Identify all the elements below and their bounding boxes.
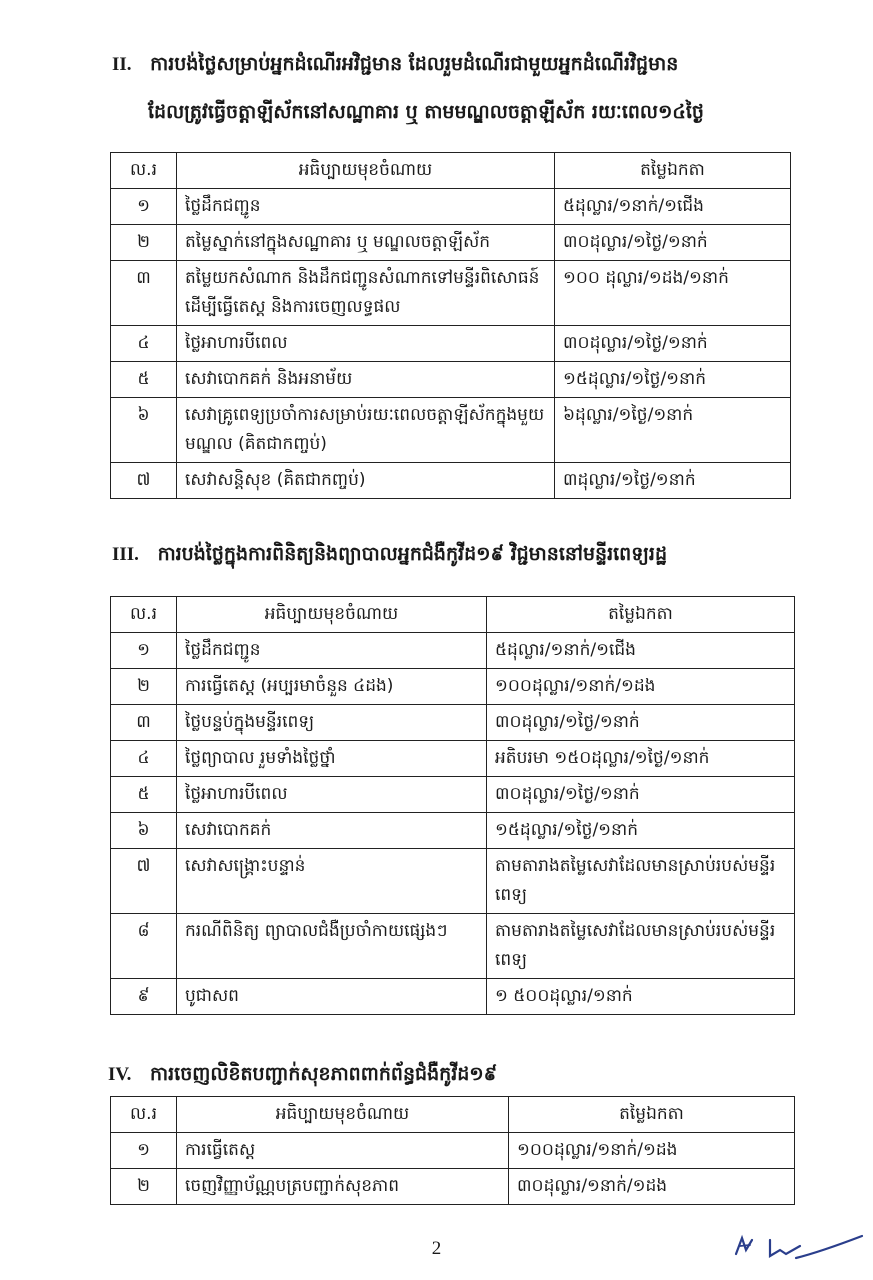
section-3-heading — [112, 542, 667, 570]
header-no: ល.រ — [111, 153, 177, 189]
row-description: តម្លៃយកសំណាក និងដឹកជញ្ជូនសំណាកទៅមន្ទីរពិសោធន៍ ដើម្បីធ្វើតេស្ត និងការចេញលទ្ធផល — [177, 261, 555, 326]
table-row — [111, 777, 795, 813]
section-2-heading-line2 — [148, 100, 704, 128]
row-number: ១ — [111, 189, 177, 225]
section-4-table — [110, 1096, 795, 1205]
row-unit-price: ១៥ដុល្លារ/១ថ្ងៃ/១នាក់ — [555, 362, 791, 398]
row-description: សេវាគ្រូពេទ្យប្រចាំការសម្រាប់រយៈពេលចត្តាឡីស័កក្នុងមួយមណ្ឌល (គិតជាកញ្ចប់) — [177, 398, 555, 463]
page-number: 2 — [431, 1238, 442, 1259]
section-3-title: ការបង់ថ្លៃក្នុងការពិនិត្យនិងព្យាបាលអ្នកជំងឺកូវីដ១៩ វិជ្ជមាននៅមន្ទីរពេទ្យរដ្ឋ — [157, 543, 668, 565]
row-number: ៣ — [111, 705, 177, 741]
row-unit-price: ៦ដុល្លារ/១ថ្ងៃ/១នាក់ — [555, 398, 791, 463]
table-row — [111, 362, 791, 398]
section-4-number: IV. — [108, 1064, 132, 1085]
row-unit-price: ១៥ដុល្លារ/១ថ្ងៃ/១នាក់ — [487, 813, 795, 849]
row-description: សេវាបោកគក់ និងអនាម័យ — [177, 362, 555, 398]
row-description: សេវាសង្គ្រោះបន្ទាន់ — [177, 849, 487, 914]
row-unit-price: ១០០ដុល្លារ/១នាក់/១ដង — [487, 669, 795, 705]
row-number: ១ — [111, 1133, 177, 1169]
header-description: អធិប្បាយមុខចំណាយ — [177, 153, 555, 189]
section-3-number: III. — [112, 544, 139, 565]
row-description: ថ្លៃអាហារបីពេល — [177, 777, 487, 813]
section-2-title-line1: ការបង់ថ្លៃសម្រាប់អ្នកដំណើរអវិជ្ជមាន ដែលរួមដំណើរជាមួយអ្នកដំណើរវិជ្ជមាន — [150, 53, 679, 75]
section-3-table — [110, 596, 795, 1015]
row-description: សេវាបោកគក់ — [177, 813, 487, 849]
table-row — [111, 463, 791, 499]
row-unit-price: ១០០ដុល្លារ/១នាក់/១ដង — [509, 1133, 795, 1169]
row-number: ៤ — [111, 741, 177, 777]
table-row — [111, 261, 791, 326]
table-row — [111, 633, 795, 669]
row-description: ការធ្វើតេស្ត — [177, 1133, 509, 1169]
section-2-table — [110, 152, 791, 499]
table-row — [111, 669, 795, 705]
row-unit-price: ៣ដុល្លារ/១ថ្ងៃ/១នាក់ — [555, 463, 791, 499]
table-row — [111, 741, 795, 777]
section-2-number: II. — [112, 54, 132, 75]
row-number: ៥ — [111, 777, 177, 813]
row-number: ៧ — [111, 463, 177, 499]
row-number: ១ — [111, 633, 177, 669]
table-row — [111, 398, 791, 463]
row-number: ៣ — [111, 261, 177, 326]
row-number: ៥ — [111, 362, 177, 398]
row-unit-price: ៥ដុល្លារ/១នាក់/១ជើង — [487, 633, 795, 669]
row-description: ថ្លៃដឹកជញ្ជូន — [177, 189, 555, 225]
row-number: ២ — [111, 1169, 177, 1205]
header-no: ល.រ — [111, 1097, 177, 1133]
row-unit-price: អតិបរមា ១៥០ដុល្លារ/១ថ្ងៃ/១នាក់ — [487, 741, 795, 777]
section-2-title-line2: ដែលត្រូវធ្វើចត្តាឡីស័កនៅសណ្ឋាគារ ឬ តាមមណ្ឌលចត្តាឡីស័ក រយៈពេល១៤ថ្ងៃ — [148, 101, 704, 123]
header-unit-price: តម្លៃឯកតា — [487, 597, 795, 633]
row-description: បូជាសព — [177, 979, 487, 1015]
row-unit-price: តាមតារាងតម្លៃសេវាដែលមានស្រាប់របស់មន្ទីរពេទ្យ — [487, 849, 795, 914]
row-description: ចេញវិញ្ញាប័ណ្ណបត្របញ្ជាក់សុខភាព — [177, 1169, 509, 1205]
row-description: សេវាសន្តិសុខ (គិតជាកញ្ចប់) — [177, 463, 555, 499]
table-row — [111, 705, 795, 741]
row-unit-price: ១ ៥០០ដុល្លារ/១នាក់ — [487, 979, 795, 1015]
row-description: ការធ្វើតេស្ត (អប្បរមាចំនួន ៤ដង) — [177, 669, 487, 705]
table-row — [111, 849, 795, 914]
row-number: ៧ — [111, 849, 177, 914]
row-number: ២ — [111, 225, 177, 261]
row-unit-price: ៣០ដុល្លារ/១ថ្ងៃ/១នាក់ — [555, 326, 791, 362]
table-row — [111, 979, 795, 1015]
row-number: ៦ — [111, 398, 177, 463]
row-number: ២ — [111, 669, 177, 705]
row-number: ៤ — [111, 326, 177, 362]
row-description: ថ្លៃព្យាបាល រួមទាំងថ្លៃថ្នាំ — [177, 741, 487, 777]
table-row — [111, 326, 791, 362]
row-description: ថ្លៃដឹកជញ្ជូន — [177, 633, 487, 669]
handwritten-initials-icon — [730, 1232, 870, 1262]
table-row — [111, 1133, 795, 1169]
row-description: ករណីពិនិត្យ ព្យាបាលជំងឺប្រចាំកាយផ្សេងៗ — [177, 914, 487, 979]
row-unit-price: ៥ដុល្លារ/១នាក់/១ជើង — [555, 189, 791, 225]
row-description: តម្លៃស្នាក់នៅក្នុងសណ្ឋាគារ ឬ មណ្ឌលចត្តាឡីស័ក — [177, 225, 555, 261]
header-description: អធិប្បាយមុខចំណាយ — [177, 1097, 509, 1133]
row-number: ៦ — [111, 813, 177, 849]
header-description: អធិប្បាយមុខចំណាយ — [177, 597, 487, 633]
table-header-row — [111, 597, 795, 633]
row-unit-price: ១០០ ដុល្លារ/១ដង/១នាក់ — [555, 261, 791, 326]
header-unit-price: តម្លៃឯកតា — [509, 1097, 795, 1133]
table-row — [111, 813, 795, 849]
table-row — [111, 914, 795, 979]
row-unit-price: ៣០ដុល្លារ/១ថ្ងៃ/១នាក់ — [487, 777, 795, 813]
section-4-title: ការចេញលិខិតបញ្ជាក់សុខភាពពាក់ព័ន្ធជំងឺកូវីដ១៩ — [150, 1063, 498, 1085]
row-unit-price: ៣០ដុល្លារ/១នាក់/១ដង — [509, 1169, 795, 1205]
row-number: ៨ — [111, 914, 177, 979]
header-unit-price: តម្លៃឯកតា — [555, 153, 791, 189]
table-header-row — [111, 1097, 795, 1133]
row-description: ថ្លៃបន្ទប់ក្នុងមន្ទីរពេទ្យ — [177, 705, 487, 741]
row-unit-price: តាមតារាងតម្លៃសេវាដែលមានស្រាប់របស់មន្ទីរពេទ្យ — [487, 914, 795, 979]
row-description: ថ្លៃអាហារបីពេល — [177, 326, 555, 362]
header-no: ល.រ — [111, 597, 177, 633]
table-row — [111, 189, 791, 225]
section-4-heading — [108, 1062, 497, 1090]
table-row — [111, 1169, 795, 1205]
row-number: ៩ — [111, 979, 177, 1015]
row-unit-price: ៣០ដុល្លារ/១ថ្ងៃ/១នាក់ — [487, 705, 795, 741]
table-row — [111, 225, 791, 261]
table-header-row — [111, 153, 791, 189]
section-2-heading — [112, 52, 678, 80]
row-unit-price: ៣០ដុល្លារ/១ថ្ងៃ/១នាក់ — [555, 225, 791, 261]
